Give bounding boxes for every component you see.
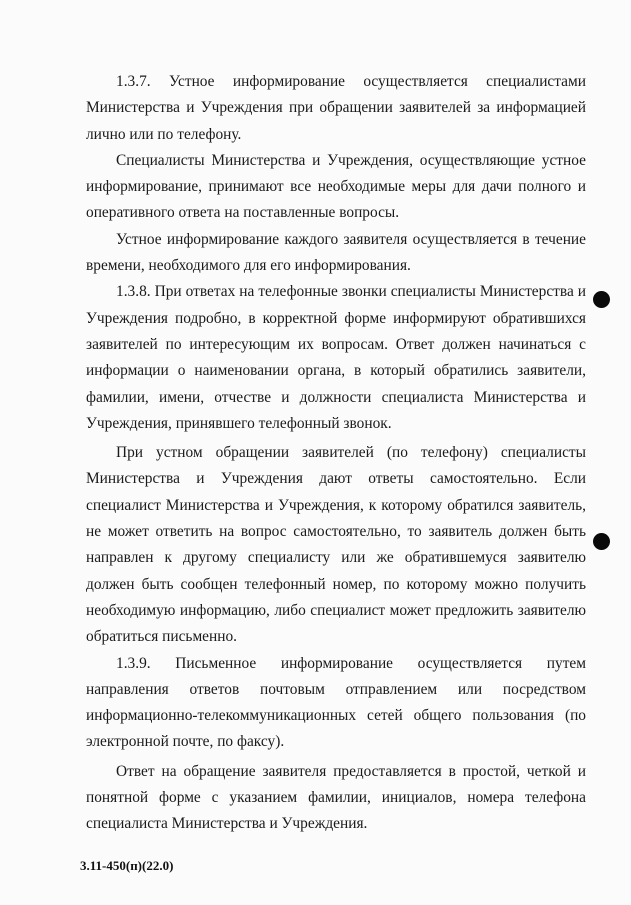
punch-hole-icon [593, 533, 610, 550]
punch-hole-icon [593, 291, 610, 308]
paragraph-1-3-8: 1.3.8. При ответах на телефонные звонки специалисты Министерства и Учреждения подробно, в корректной форме информируют обратившихся заявителей по интересующим их вопросам. Ответ должен начинаться с информации о наименовании органа, в который обратились заявители, фамилии, имени, отчестве и должности специалиста Министерства и Учреждения, принявшего телефонный звонок. [86, 283, 586, 432]
paragraph-1-3-7: 1.3.7. Устное информирование осуществляется специалистами Министерства и Учреждения при обращении заявителей за информацией лично или по телефону. [86, 73, 586, 143]
paragraph-oral-duration: Устное информирование каждого заявителя осуществляется в течение времени, необходимого для его информирования. [86, 230, 586, 275]
document-code: 3.11-450(п)(22.0) [80, 858, 174, 873]
paragraph-oral-specialists: Специалисты Министерства и Учреждения, осуществляющие устное информирование, принимают все необходимые меры для дачи полного и оперативного ответа на поставленные вопросы. [86, 151, 586, 222]
paragraph-oral-phone: При устном обращении заявителей (по телефону) специалисты Министерства и Учреждения дают ответы самостоятельно. Если специалист Министерства и Учреждения, к которому обратился заявитель, не может ответить на вопрос самостоятельно, то заявитель должен быть направлен к другому специалисту или же обратившемуся заявителю должен быть сообщен телефонный номер, по которому можно получить необходимую информацию, либо специалист может предложить заявителю обратиться письменно. [86, 444, 586, 646]
paragraph-1-3-9: 1.3.9. Письменное информирование осуществляется путем направления ответов почтовым отправлением или посредством информационно-телекоммуникационных сетей общего пользования (по электронной почте, по факсу). [86, 654, 586, 751]
document-body [86, 69, 586, 838]
paragraph-answer-form: Ответ на обращение заявителя предоставляется в простой, четкой и понятной форме с указанием фамилии, инициалов, номера телефона специалиста Министерства и Учреждения. [86, 762, 586, 833]
